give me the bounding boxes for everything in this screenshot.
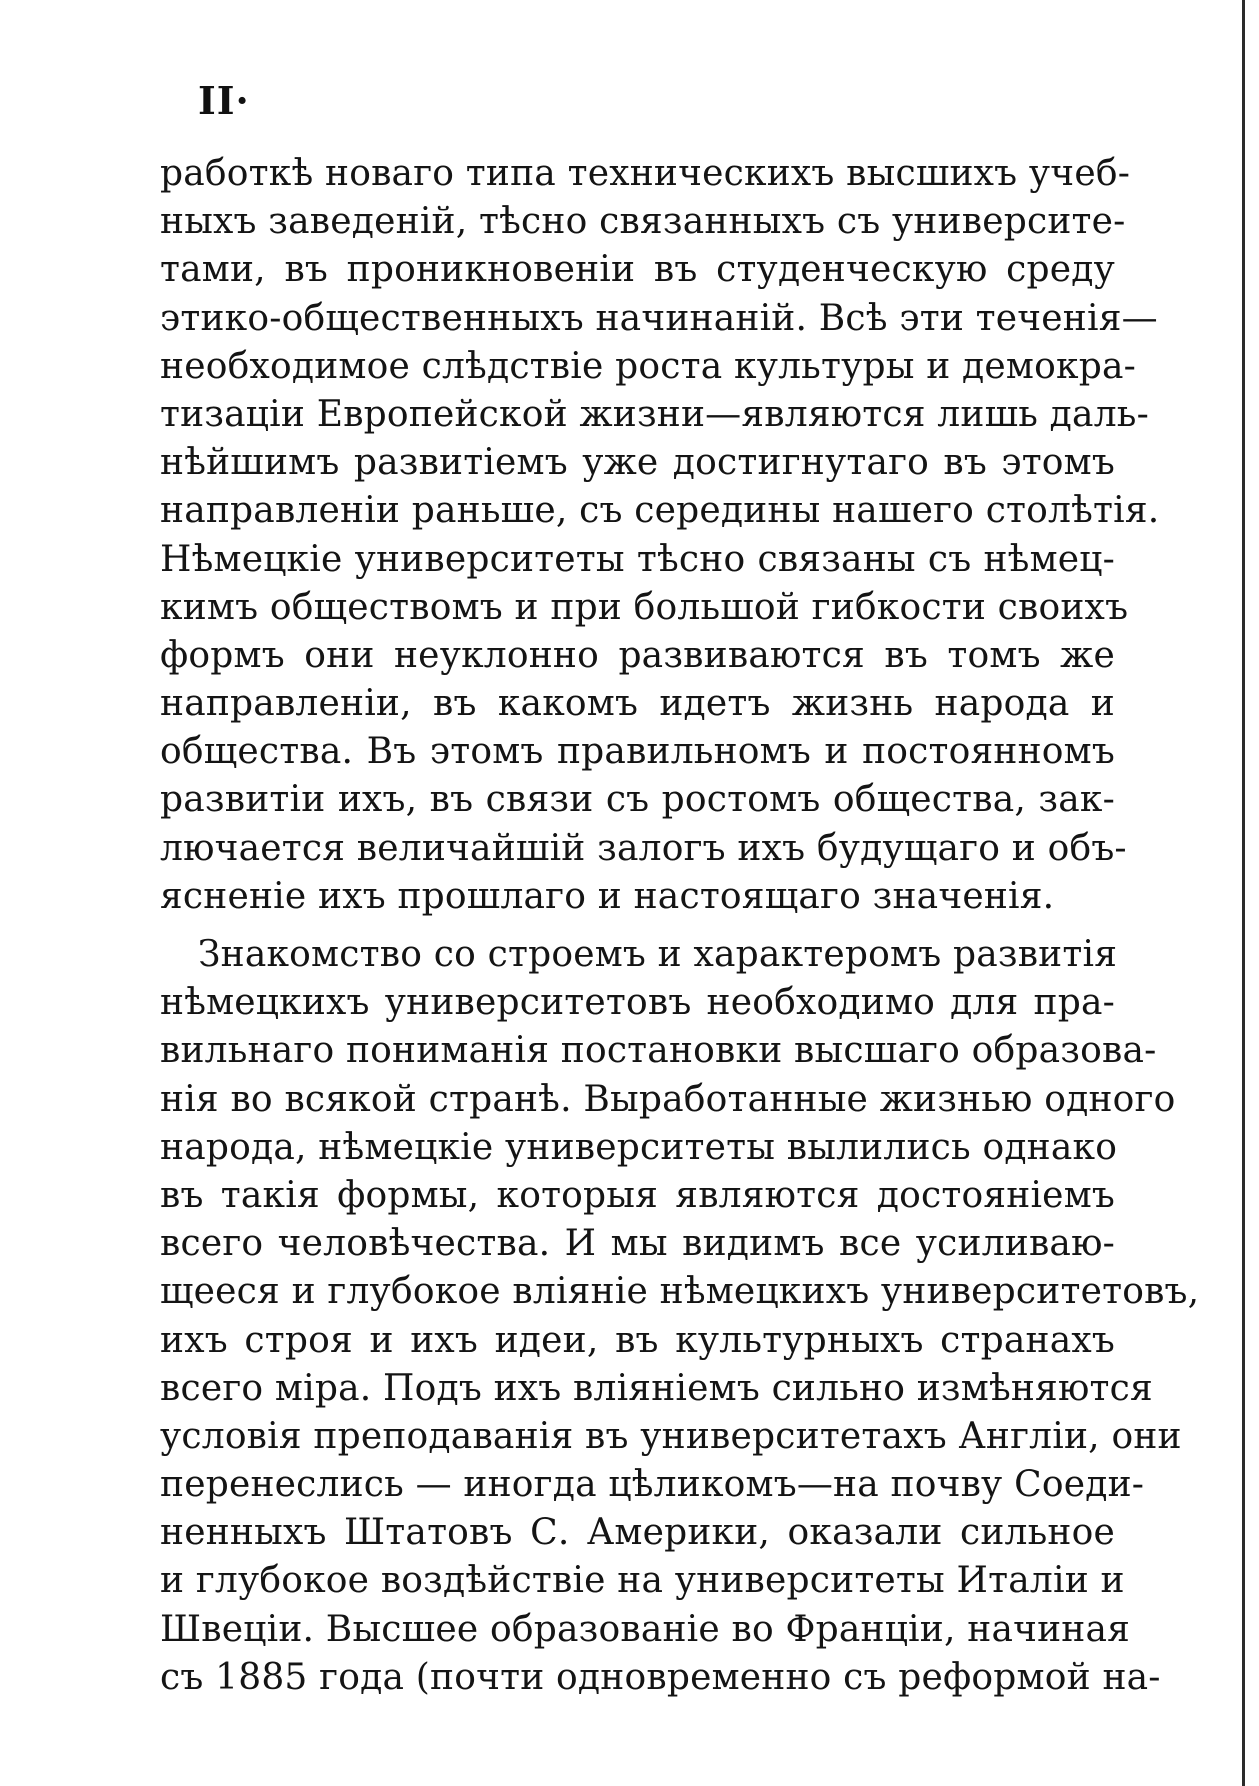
text-line: нія во всякой странѣ. Выработанные жизнью одного [160, 1078, 1176, 1120]
text-line: всего человѣчества. И мы видимъ все усиливаю- [160, 1223, 1115, 1265]
text-line: развитіи ихъ, въ связи съ ростомъ общества, зак- [160, 779, 1115, 821]
text-line: вильнаго пониманія постановки высшаго образова- [160, 1030, 1157, 1072]
text-line: направленіи раньше, съ середины нашего столѣтія. [160, 490, 1160, 532]
text-line: этико-общественныхъ начинаній. Всѣ эти теченія— [160, 297, 1158, 339]
text-line: съ 1885 года (почти одновременно съ реформой на- [160, 1656, 1161, 1698]
paragraph-end-line: ясненіе ихъ прошлаго и настоящаго значенія. [160, 875, 1055, 917]
text-line: формъ они неуклонно развиваются въ томъ же [160, 634, 1115, 676]
text-line: всего міра. Подъ ихъ вліяніемъ сильно измѣняются [160, 1367, 1153, 1409]
text-line: необходимое слѣдствіе роста культуры и демокра- [160, 345, 1136, 387]
text-line: въ такія формы, которыя являются достояніемъ [160, 1174, 1115, 1216]
text-line: направленіи, въ какомъ идетъ жизнь народа и [160, 683, 1115, 725]
text-line: и глубокое воздѣйствіе на университеты Италіи и [160, 1560, 1125, 1602]
text-line: нѣйшимъ развитіемъ уже достигнутаго въ этомъ [160, 442, 1115, 484]
text-line: ненныхъ Штатовъ С. Америки, оказали сильное [160, 1512, 1115, 1554]
page-number: II· [198, 78, 250, 123]
text-line: лючается величайшій залогъ ихъ будущаго и объ- [160, 827, 1127, 869]
text-line: тами, въ проникновеніи въ студенческую среду [160, 249, 1115, 291]
text-line: ихъ строя и ихъ идеи, въ культурныхъ странахъ [160, 1319, 1115, 1361]
text-line: Нѣмецкіе университеты тѣсно связаны съ нѣмец- [160, 538, 1115, 580]
text-line: условія преподаванія въ университетахъ Англіи, они [160, 1415, 1182, 1457]
text-line: перенеслись — иногда цѣликомъ—на почву Соеди- [160, 1464, 1145, 1506]
text-line: кимъ обществомъ и при большой гибкости своихъ [160, 586, 1129, 628]
text-line: Швеціи. Высшее образованіе во Франціи, начиная [160, 1608, 1131, 1650]
text-line: тизаціи Европейской жизни—являются лишь даль- [160, 393, 1149, 435]
text-line: нѣмецкихъ университетовъ необходимо для пра- [160, 982, 1115, 1024]
text-line: народа, нѣмецкіе университеты вылились однако [160, 1126, 1118, 1168]
body-text [160, 150, 1200, 1702]
text-line: ныхъ заведеній, тѣсно связанныхъ съ университе- [160, 201, 1126, 243]
paragraph-start-line: Знакомство со строемъ и характеромъ развитія [198, 934, 1118, 975]
text-line: щееся и глубокое вліяніе нѣмецкихъ университетовъ, [160, 1271, 1200, 1313]
text-line: общества. Въ этомъ правильномъ и постоянномъ [160, 731, 1115, 773]
text-line: работкѣ новаго типа техническихъ высшихъ учеб- [160, 153, 1131, 194]
page-edge-line [1242, 0, 1245, 1786]
